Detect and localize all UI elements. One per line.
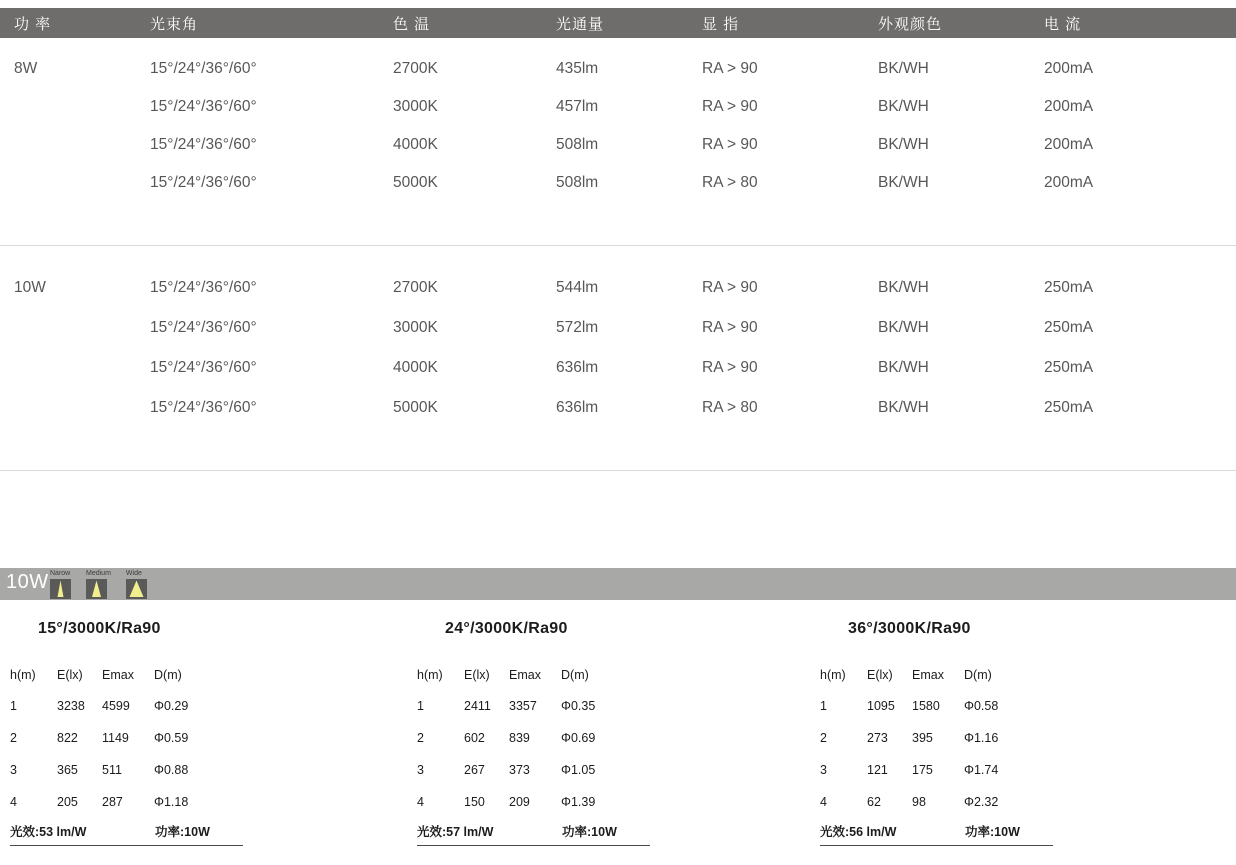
cct-cell: 4000K xyxy=(393,136,438,153)
current-cell: 200mA xyxy=(1044,174,1094,191)
table-row xyxy=(0,348,1236,388)
table-row xyxy=(0,50,1236,88)
cell: 4599 xyxy=(102,699,130,713)
photometric-footer xyxy=(820,822,1053,846)
col-emax: Emax xyxy=(912,668,944,682)
current-cell: 200mA xyxy=(1044,98,1094,115)
cell: 121 xyxy=(867,763,888,777)
cct-cell: 3000K xyxy=(393,98,438,115)
table-row xyxy=(415,754,652,786)
cell: 98 xyxy=(912,795,926,809)
cell: 2411 xyxy=(464,699,491,713)
cell: 2 xyxy=(10,731,17,745)
photometric-table-15deg xyxy=(8,620,268,846)
cell: Φ1.16 xyxy=(964,731,999,745)
cell: 3 xyxy=(10,763,17,777)
power-value: 功率:10W xyxy=(155,825,210,839)
cell: 373 xyxy=(509,763,530,777)
col-d: D(m) xyxy=(964,668,992,682)
cct-cell: 2700K xyxy=(393,279,438,296)
table-row xyxy=(0,164,1236,202)
cell: 1 xyxy=(10,699,17,713)
cct-cell: 5000K xyxy=(393,174,438,191)
section-divider xyxy=(0,470,1236,471)
table-row xyxy=(415,690,652,722)
beam-cell: 15°/24°/36°/60° xyxy=(150,60,257,77)
current-cell: 250mA xyxy=(1044,399,1094,416)
cri-cell: RA > 90 xyxy=(702,60,758,77)
power-cell: 10W xyxy=(14,279,46,296)
wide-beam-label: Wide xyxy=(125,570,142,577)
cell: 2 xyxy=(820,731,827,745)
flux-cell: 636lm xyxy=(556,359,599,376)
cell: 267 xyxy=(464,763,485,777)
cell: 209 xyxy=(509,795,530,809)
table-row xyxy=(415,722,652,754)
flux-cell: 544lm xyxy=(556,279,599,296)
power-bar-label: 10W xyxy=(6,571,49,593)
col-emax: Emax xyxy=(509,668,541,682)
column-header-power: 功 率 xyxy=(14,15,52,33)
table-row xyxy=(8,754,245,786)
column-header-finish: 外观颜色 xyxy=(878,15,943,33)
photometric-footer xyxy=(10,822,243,846)
photometric-table-title: 36°/3000K/Ra90 xyxy=(848,620,971,637)
beam-cell: 15°/24°/36°/60° xyxy=(150,174,257,191)
cell: 3 xyxy=(820,763,827,777)
flux-cell: 508lm xyxy=(556,174,599,191)
cell: 3357 xyxy=(509,699,537,713)
photometric-power-bar xyxy=(0,568,1236,600)
cell: 3238 xyxy=(57,699,85,713)
beam-cell: 15°/24°/36°/60° xyxy=(150,98,257,115)
cri-cell: RA > 80 xyxy=(702,174,758,191)
cell: Φ2.32 xyxy=(964,795,999,809)
cell: 602 xyxy=(464,731,485,745)
cell: Φ0.69 xyxy=(561,731,596,745)
col-e: E(lx) xyxy=(867,668,893,682)
cell: 839 xyxy=(509,731,530,745)
photometric-table-title: 24°/3000K/Ra90 xyxy=(445,620,568,637)
cell: 4 xyxy=(10,795,17,809)
cell: Φ1.18 xyxy=(154,795,189,809)
cell: 1 xyxy=(820,699,827,713)
table-row xyxy=(818,754,1055,786)
table-row xyxy=(0,268,1236,308)
cell: Φ1.74 xyxy=(964,763,999,777)
table-row xyxy=(0,388,1236,428)
cct-cell: 3000K xyxy=(393,319,438,336)
finish-cell: BK/WH xyxy=(878,399,929,416)
col-d: D(m) xyxy=(154,668,182,682)
column-header-cri: 显 指 xyxy=(702,15,740,33)
flux-cell: 508lm xyxy=(556,136,599,153)
cell: 273 xyxy=(867,731,888,745)
power-value: 功率:10W xyxy=(965,825,1020,839)
narrow-beam-label: Narow xyxy=(50,570,71,577)
power-value: 功率:10W xyxy=(562,825,617,839)
beam-cell: 15°/24°/36°/60° xyxy=(150,319,257,336)
table-row xyxy=(818,786,1055,818)
beam-cell: 15°/24°/36°/60° xyxy=(150,136,257,153)
column-header-current: 电 流 xyxy=(1044,15,1082,33)
cell: Φ1.05 xyxy=(561,763,596,777)
wide-beam-item xyxy=(126,569,147,599)
col-h: h(m) xyxy=(417,668,443,682)
beam-icon-group xyxy=(50,569,147,599)
beam-cell: 15°/24°/36°/60° xyxy=(150,279,257,296)
flux-cell: 636lm xyxy=(556,399,599,416)
column-header-flux: 光通量 xyxy=(556,15,605,33)
efficacy-value: 光效:56 lm/W xyxy=(820,825,897,839)
spec-group-8w xyxy=(0,50,1236,202)
cell: 1 xyxy=(417,699,424,713)
current-cell: 200mA xyxy=(1044,60,1094,77)
cell: 62 xyxy=(867,795,881,809)
cell: 2 xyxy=(417,731,424,745)
beam-cell: 15°/24°/36°/60° xyxy=(150,359,257,376)
cell: 4 xyxy=(417,795,424,809)
cri-cell: RA > 90 xyxy=(702,136,758,153)
cell: 1095 xyxy=(867,699,895,713)
table-row xyxy=(818,690,1055,722)
photometric-column-headers xyxy=(8,668,245,690)
medium-beam-label: Medium xyxy=(86,570,111,577)
cri-cell: RA > 90 xyxy=(702,98,758,115)
efficacy-value: 光效:53 lm/W xyxy=(10,825,87,839)
finish-cell: BK/WH xyxy=(878,319,929,336)
cell: Φ0.29 xyxy=(154,699,189,713)
cri-cell: RA > 90 xyxy=(702,279,758,296)
finish-cell: BK/WH xyxy=(878,98,929,115)
photometric-table-title: 15°/3000K/Ra90 xyxy=(38,620,161,637)
flux-cell: 572lm xyxy=(556,319,599,336)
cell: Φ1.39 xyxy=(561,795,596,809)
finish-cell: BK/WH xyxy=(878,60,929,77)
narrow-beam-item xyxy=(50,569,71,599)
beam-cell: 15°/24°/36°/60° xyxy=(150,399,257,416)
cct-cell: 4000K xyxy=(393,359,438,376)
col-e: E(lx) xyxy=(57,668,83,682)
cell: Φ0.88 xyxy=(154,763,189,777)
cell: 1149 xyxy=(102,731,129,745)
col-e: E(lx) xyxy=(464,668,490,682)
table-row xyxy=(8,722,245,754)
cri-cell: RA > 80 xyxy=(702,399,758,416)
table-row xyxy=(818,722,1055,754)
current-cell: 250mA xyxy=(1044,279,1094,296)
current-cell: 250mA xyxy=(1044,359,1094,376)
table-row xyxy=(8,786,245,818)
cri-cell: RA > 90 xyxy=(702,359,758,376)
col-h: h(m) xyxy=(820,668,846,682)
cell: Φ0.35 xyxy=(561,699,596,713)
col-emax: Emax xyxy=(102,668,134,682)
table-row xyxy=(0,88,1236,126)
cell: 365 xyxy=(57,763,78,777)
finish-cell: BK/WH xyxy=(878,279,929,296)
photometric-column-headers xyxy=(415,668,652,690)
cell: 511 xyxy=(102,763,122,777)
cell: Φ0.59 xyxy=(154,731,189,745)
photometric-table-24deg xyxy=(415,620,675,846)
current-cell: 200mA xyxy=(1044,136,1094,153)
finish-cell: BK/WH xyxy=(878,359,929,376)
spec-group-10w xyxy=(0,268,1236,428)
cell: 287 xyxy=(102,795,123,809)
wide-beam-icon xyxy=(126,579,147,599)
cell: 1580 xyxy=(912,699,940,713)
table-row xyxy=(415,786,652,818)
photometric-column-headers xyxy=(818,668,1055,690)
photometric-footer xyxy=(417,822,650,846)
photometric-table-36deg xyxy=(818,620,1078,846)
table-row xyxy=(8,690,245,722)
col-d: D(m) xyxy=(561,668,589,682)
cct-cell: 2700K xyxy=(393,60,438,77)
cell: 822 xyxy=(57,731,78,745)
efficacy-value: 光效:57 lm/W xyxy=(417,825,494,839)
cell: 205 xyxy=(57,795,78,809)
flux-cell: 457lm xyxy=(556,98,599,115)
section-divider xyxy=(0,245,1236,246)
power-cell: 8W xyxy=(14,60,38,77)
cell: 175 xyxy=(912,763,933,777)
cri-cell: RA > 90 xyxy=(702,319,758,336)
cct-cell: 5000K xyxy=(393,399,438,416)
spec-table-header xyxy=(0,8,1236,38)
col-h: h(m) xyxy=(10,668,36,682)
medium-beam-item xyxy=(86,569,111,599)
finish-cell: BK/WH xyxy=(878,174,929,191)
table-row xyxy=(0,126,1236,164)
current-cell: 250mA xyxy=(1044,319,1094,336)
table-row xyxy=(0,308,1236,348)
column-header-cct: 色 温 xyxy=(393,15,431,33)
cell: 3 xyxy=(417,763,424,777)
finish-cell: BK/WH xyxy=(878,136,929,153)
flux-cell: 435lm xyxy=(556,60,599,77)
cell: 395 xyxy=(912,731,933,745)
cell: Φ0.58 xyxy=(964,699,999,713)
column-header-beam-angle: 光束角 xyxy=(150,15,199,33)
narrow-beam-icon xyxy=(50,579,71,599)
cell: 4 xyxy=(820,795,827,809)
cell: 150 xyxy=(464,795,485,809)
medium-beam-icon xyxy=(86,579,107,599)
